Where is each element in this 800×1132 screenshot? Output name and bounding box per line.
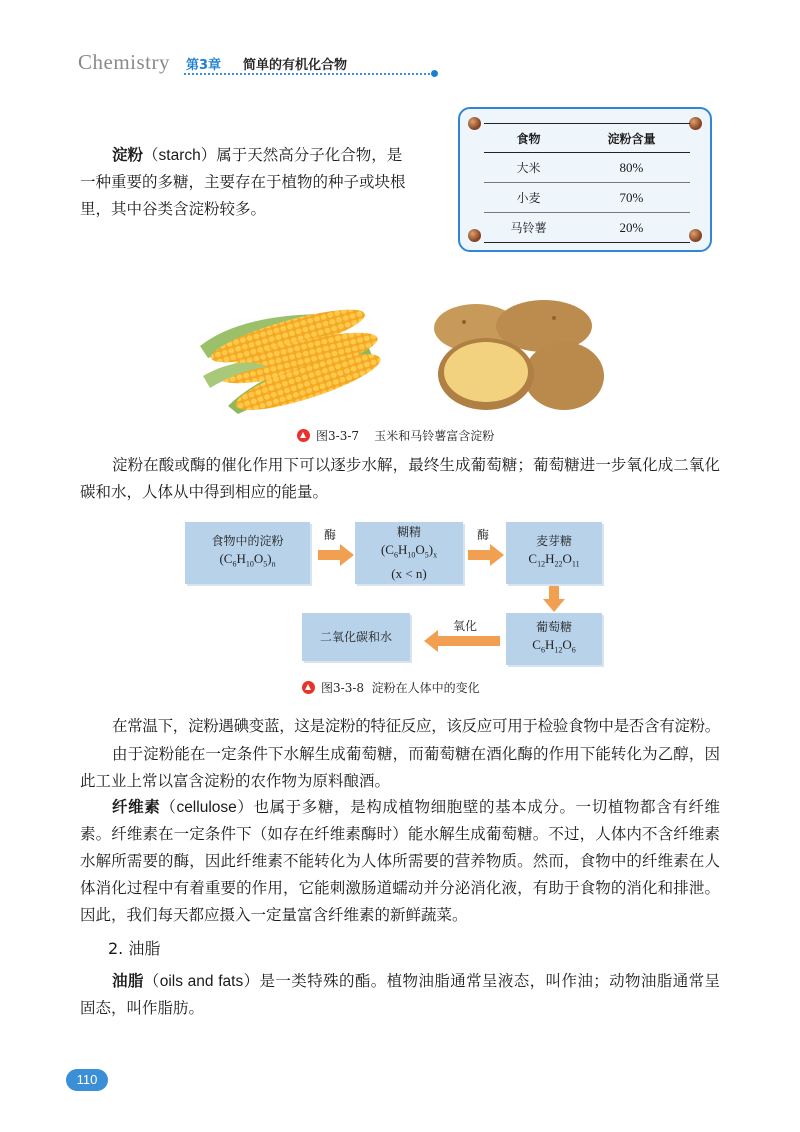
box-co2-water <box>302 613 410 661</box>
arrow-label-enzyme: 酶 <box>477 528 490 542</box>
term-cellulose-en: cellulose <box>176 799 237 816</box>
table-row <box>484 213 690 243</box>
box-formula: $(C_6H_{10}O_5)_x$ <box>380 542 438 560</box>
arrow-label-oxidation: 氧化 <box>453 619 478 633</box>
page-number: 110 <box>66 1069 108 1091</box>
box-title: 食物中的淀粉 <box>211 534 284 549</box>
arrow-down-icon <box>543 586 565 612</box>
figure-338-caption <box>302 679 480 696</box>
cellulose-paragraph: 纤维素（cellulose）也属于多糖，是构成植物细胞壁的基本成分。一切植物都含有纤维素。纤维素在一定条件下（如存在纤维素酶时）能水解生成葡萄糖。不过，人体内不含纤维素水解所需要的酶，因此纤维素不能转化为人体所需要的营养物质。然而，食物中的纤维素在人体消化过程中有着重要的作用，它能刺激肠道蠕动并分泌消化液，有助于食物的消化和排泄。因此，我们每天都应摄入一定量富含纤维素的新鲜蔬菜。 <box>80 798 720 924</box>
iodine-paragraph: 在常温下，淀粉遇碘变蓝，这是淀粉的特征反应，该反应可用于检验食物中是否含有淀粉。 <box>112 717 721 735</box>
section-heading-oils: 2. 油脂 <box>108 939 161 958</box>
box-title: 二氧化碳和水 <box>319 630 392 644</box>
table-cell-food: 马铃薯 <box>484 213 573 243</box>
potato-eye <box>462 320 466 324</box>
table-cell-content: 20% <box>573 213 690 243</box>
starch-intro: 淀粉（starch）属于天然高分子化合物，是 一种重要的多糖，主要存在于植物的种子或块根 里，其中谷类含淀粉较多。 <box>80 142 440 223</box>
subject-label: Chemistry <box>78 50 170 74</box>
table-header-food: 食物 <box>484 124 573 153</box>
intro-line1: 属于天然高分子化合物，是 <box>216 146 403 164</box>
intro-line2: 一种重要的多糖，主要存在于植物的种子或块根 <box>80 173 406 191</box>
table-cell-food: 大米 <box>484 153 573 183</box>
figure-caption-text: 淀粉在人体中的变化 <box>371 681 480 695</box>
starch-content-table <box>484 123 690 243</box>
cellulose-text: 也属于多糖，是构成植物细胞壁的基本成分。一切植物都含有纤维素。纤维素在一定条件下（如存在纤维素酶时）能水解生成葡萄糖。不过，人体内不含纤维素水解所需要的酶，因此纤维素不能转化为人体所需要的营养物质。然而，食物中的纤维素在人体消化过程中有着重要的作用，它能刺激肠道蠕动并分泌消化液，有助于食物的消化和排泄。因此，我们每天都应摄入一定量富含纤维素的新鲜蔬菜。 <box>80 798 720 924</box>
alcohol-paragraph: 由于淀粉能在一定条件下水解生成葡萄糖，而葡萄糖在酒化酶的作用下能转化为乙醇，因此工业上常以富含淀粉的农作物为原料酿酒。 <box>80 745 720 790</box>
arrow-left-icon <box>424 630 500 652</box>
figure-number: 图3-3-7 <box>316 429 360 443</box>
arrow-label-enzyme: 酶 <box>324 528 337 542</box>
arrow-right-icon <box>318 544 354 566</box>
term-oils: 油脂 <box>112 972 144 990</box>
table-row <box>484 153 690 183</box>
page-header <box>78 50 368 78</box>
figure-marker-icon <box>302 681 315 694</box>
oils-paragraph: 油脂（oils and fats）是一类特殊的酯。植物油脂通常呈液态，叫作油；动物油脂通常呈固态，叫作脂肪。 <box>80 972 720 1017</box>
hydrolysis-paragraph: 淀粉在酸或酶的催化作用下可以逐步水解，最终生成葡萄糖；葡萄糖进一步氧化成二氧化碳和水，人体从中得到相应的能量。 <box>80 456 720 501</box>
chapter-label: 第3章 <box>186 58 222 73</box>
figure-marker-icon <box>297 429 310 442</box>
box-formula: $C_6H_{12}O_6$ <box>532 637 576 655</box>
corner-nut-icon <box>468 229 481 242</box>
table-cell-food: 小麦 <box>484 183 573 213</box>
table-cell-content: 70% <box>573 183 690 213</box>
corner-nut-icon <box>689 229 702 242</box>
box-food-starch <box>185 522 310 584</box>
figure-caption-text: 玉米和马铃薯富含淀粉 <box>374 429 495 443</box>
corner-nut-icon <box>689 117 702 130</box>
term-starch-en: starch <box>158 147 201 164</box>
term-cellulose: 纤维素 <box>112 798 161 816</box>
box-dextrin <box>355 522 463 584</box>
potato-cut-face <box>444 342 528 402</box>
intro-line3: 里，其中谷类含淀粉较多。 <box>80 200 267 218</box>
box-title: 糊精 <box>396 525 421 540</box>
box-glucose <box>506 613 602 665</box>
table-row <box>484 183 690 213</box>
corner-nut-icon <box>468 117 481 130</box>
potato <box>524 342 604 410</box>
box-condition: (x < n) <box>391 565 427 581</box>
table-cell-content: 80% <box>573 153 690 183</box>
starch-content-table-box <box>458 107 712 252</box>
figure-number: 图3-3-8 <box>321 681 365 695</box>
header-dot <box>431 70 438 77</box>
corn-image <box>198 296 384 416</box>
potato-eye <box>552 316 556 320</box>
potato-image <box>424 296 604 416</box>
chapter-title: 简单的有机化合物 <box>243 58 348 73</box>
table-header-content: 淀粉含量 <box>573 124 690 153</box>
box-title: 麦芽糖 <box>535 534 572 549</box>
box-title: 葡萄糖 <box>535 620 572 635</box>
box-formula: $(C_6H_{10}O_5)_n$ <box>219 551 276 569</box>
box-maltose <box>506 522 602 584</box>
term-oils-en: oils and fats <box>159 973 244 990</box>
arrow-right-icon <box>468 544 504 566</box>
figure-337-caption <box>297 427 494 444</box>
box-formula: $C_{12}H_{22}O_{11}$ <box>528 551 580 569</box>
term-starch: 淀粉 <box>112 146 144 164</box>
header-rule <box>184 73 434 75</box>
oils-text: 是一类特殊的酯。植物油脂通常呈液态，叫作油；动物油脂通常呈固态，叫作脂肪。 <box>80 972 720 1017</box>
